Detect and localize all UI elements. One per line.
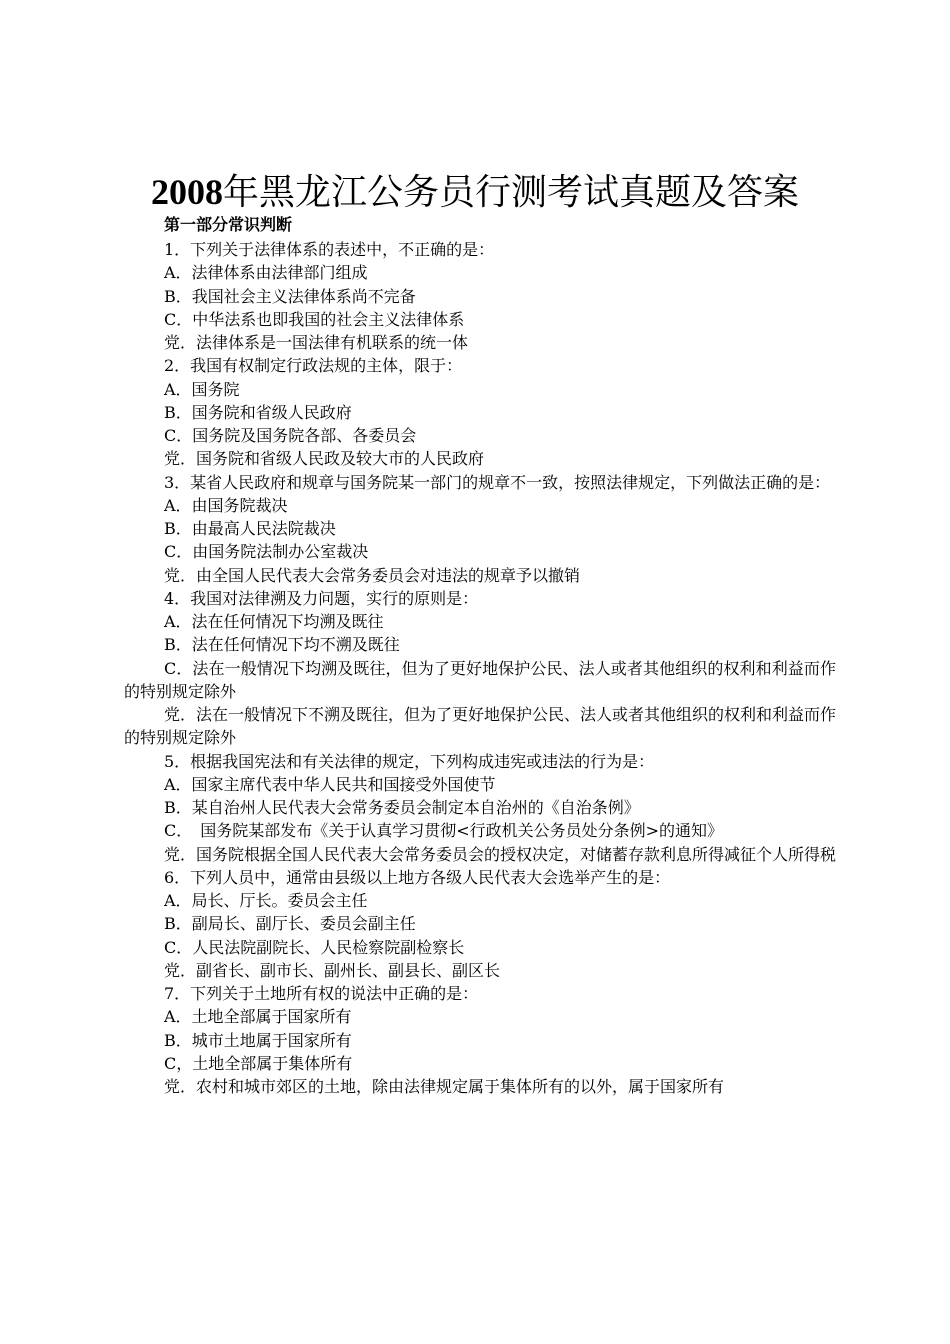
text-line: A．局长、厅长。委员会主任 [164, 891, 368, 910]
text-line: B．我国社会主义法律体系尚不完备 [164, 286, 416, 306]
text-line: A．国务院 [164, 379, 240, 399]
text-line: C． 国务院某部发布《关于认真学习贯彻<行政机关公务员处分条例>的通知》 [164, 821, 724, 841]
text-line: 1．下列关于法律体系的表述中，不正确的是： [164, 240, 495, 259]
text-line: A．法在任何情况下均溯及既往 [164, 612, 384, 631]
text-line: A．国家主席代表中华人民共和国接受外国使节 [164, 774, 496, 794]
text-line: 4．我国对法律溯及力问题，实行的原则是： [164, 588, 479, 608]
text-line: C．由国务院法制办公室裁决 [164, 542, 369, 562]
text-line: A．法律体系由法律部门组成 [164, 263, 368, 283]
section-heading: 第一部分常识判断 [164, 215, 293, 234]
text-line: 5．根据我国宪法和有关法律的规定，下列构成违宪或违法的行为是： [164, 751, 655, 771]
text-line: C，土地全部属于集体所有 [164, 1053, 353, 1073]
document-body [124, 238, 836, 1098]
text-line: 党．法在一般情况下不溯及既往，但为了更好地保护公民、法人或者其他组织的权利和利益而作的特别规定除外 [124, 705, 837, 748]
text-line: B．国务院和省级人民政府 [164, 402, 352, 422]
text-line: 7．下列关于土地所有权的说法中正确的是： [164, 984, 479, 1003]
text-line: 党．由全国人民代表大会常务委员会对违法的规章予以撤销 [164, 565, 581, 585]
title-text: 年黑龙江公务员行测考试真题及答案 [222, 172, 799, 213]
text-line: B．某自治州人民代表大会常务委员会制定本自治州的《自治条例》 [164, 798, 640, 817]
document-title [0, 168, 950, 217]
text-line: B．由最高人民法院裁决 [164, 519, 336, 538]
text-line: B．城市土地属于国家所有 [164, 1030, 352, 1050]
text-line: 党．国务院根据全国人民代表大会常务委员会的授权决定，对储蓄存款利息所得减征个人所得税 [164, 844, 837, 864]
text-line: 党．国务院和省级人民政及较大市的人民政府 [164, 449, 485, 469]
text-line: 党．法律体系是一国法律有机联系的统一体 [164, 333, 469, 352]
text-line: 6．下列人员中，通常由县级以上地方各级人民代表大会选举产生的是： [164, 867, 671, 887]
text-line: 党．副省长、副市长、副州长、副县长、副区长 [164, 960, 501, 980]
text-line: 2．我国有权制定行政法规的主体，限于： [164, 356, 463, 376]
text-line: C．国务院及国务院各部、各委员会 [164, 426, 417, 445]
text-line: B．法在任何情况下均不溯及既往 [164, 635, 400, 655]
text-line: A．土地全部属于国家所有 [164, 1007, 352, 1027]
text-line: 3．某省人民政府和规章与国务院某一部门的规章不一致，按照法律规定，下列做法正确的是： [164, 472, 831, 492]
text-line: C．中华法系也即我国的社会主义法律体系 [164, 309, 465, 329]
text-line: C．法在一般情况下均溯及既往，但为了更好地保护公民、法人或者其他组织的权利和利益而作的特别规定除外 [124, 658, 836, 701]
text-line: 党．农村和城市郊区的土地，除由法律规定属于集体所有的以外，属于国家所有 [164, 1077, 725, 1096]
text-line: B．副局长、副厅长、委员会副主任 [164, 914, 416, 934]
text-line: A．由国务院裁决 [164, 495, 288, 515]
text-line: C．人民法院副院长、人民检察院副检察长 [164, 937, 465, 957]
title-year: 2008 [150, 172, 223, 212]
